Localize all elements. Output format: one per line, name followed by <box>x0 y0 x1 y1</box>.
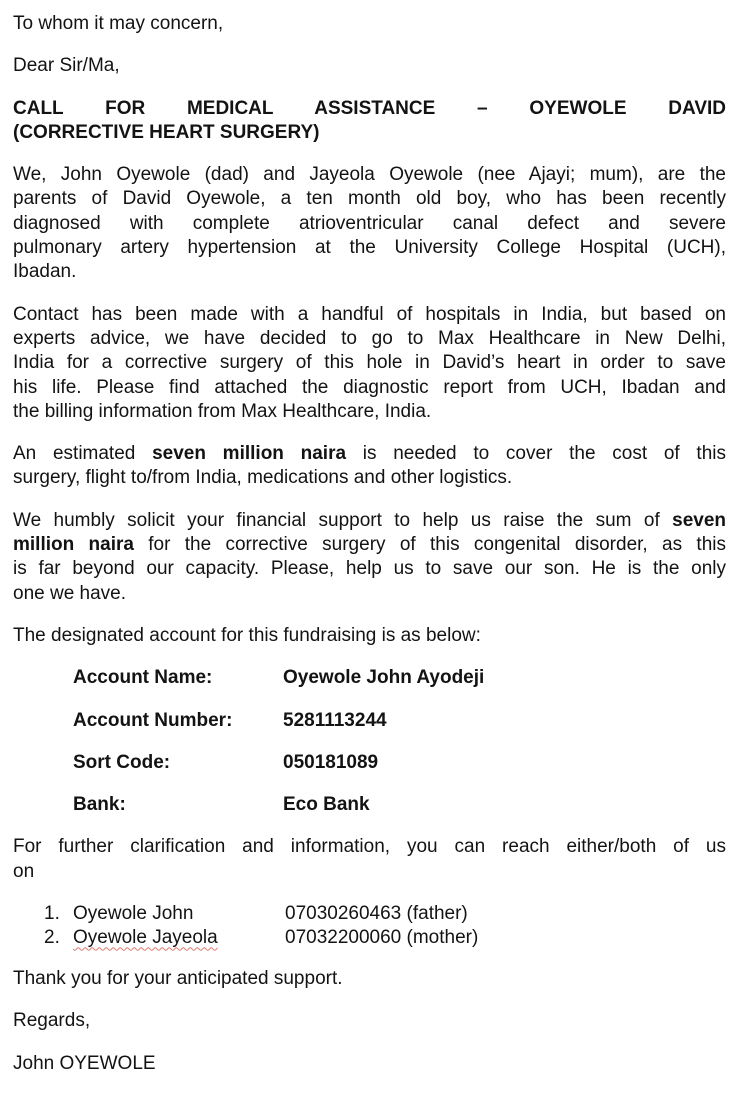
text-line <box>13 582 726 606</box>
text-segment: Ibadan. <box>13 261 77 283</box>
contact-phone: 07032200060 (mother) <box>285 926 479 948</box>
contact-phone: 07030260463 (father) <box>285 903 468 925</box>
text-line <box>13 163 726 187</box>
contact-name: Oyewole John <box>73 903 194 925</box>
salutation-to-whom: To whom it may concern, <box>13 13 224 34</box>
text-segment: For further clarification and information, you can reach either/both of us <box>13 836 726 858</box>
text-line <box>13 260 726 284</box>
sort-code-label: Sort Code: <box>73 751 171 773</box>
text-segment: one we have. <box>13 582 127 604</box>
paragraph-cost-estimate <box>13 442 726 491</box>
signature-name: John OYEWOLE <box>13 1052 156 1074</box>
text-segment: is far beyond our capacity. Please, help us to save our son. He is the only <box>13 558 726 580</box>
text-line <box>13 400 726 424</box>
bold-text-segment: seven million naira <box>152 443 347 465</box>
account-name-label: Account Name: <box>73 667 213 689</box>
text-segment: on <box>13 860 35 882</box>
text-segment: diagnosed with complete atrioventricular canal defect and severe <box>13 212 726 234</box>
text-segment: pulmonary artery hypertension at the University College Hospital (UCH), <box>13 237 726 259</box>
text-segment: surgery, flight to/from India, medications and other logistics. <box>13 467 513 489</box>
text-line <box>13 376 726 400</box>
bank-label: Bank: <box>73 794 126 816</box>
account-name-value: Oyewole John Ayodeji <box>283 667 485 689</box>
text-segment: his life. Please find attached the diagnostic report from UCH, Ibadan and <box>13 376 726 398</box>
text-line <box>13 236 726 260</box>
contact-name: Oyewole Jayeola <box>73 926 218 948</box>
text-line <box>13 187 726 211</box>
account-intro-line: The designated account for this fundraising is as below: <box>13 624 481 646</box>
text-segment: Contact has been made with a handful of hospitals in India, but based on <box>13 303 726 325</box>
text-line <box>13 303 726 327</box>
text-line <box>13 466 726 490</box>
text-line <box>13 860 726 884</box>
thanks-line: Thank you for your anticipated support. <box>13 968 343 990</box>
bold-text-segment: seven <box>672 509 726 531</box>
text-line <box>13 557 726 581</box>
text-segment: for the corrective surgery of this congenital disorder, as this <box>133 534 726 556</box>
bank-row <box>13 793 726 817</box>
closing-line: Regards, <box>13 1010 91 1032</box>
text-line <box>13 835 726 859</box>
bold-text-segment: million naira <box>13 534 134 556</box>
text-line <box>13 97 726 121</box>
text-segment: is needed to cover the cost of this <box>346 443 726 465</box>
paragraph-appeal <box>13 509 726 606</box>
text-segment: We, John Oyewole (dad) and Jayeola Oyewole (nee Ajayi; mum), are the <box>13 164 726 186</box>
account-name-row <box>13 666 726 690</box>
text-segment: (CORRECTIVE HEART SURGERY) <box>13 121 320 143</box>
paragraph-contact-intro <box>13 835 726 884</box>
text-segment: CALL FOR MEDICAL ASSISTANCE – OYEWOLE DAVID <box>13 97 726 119</box>
list-item-number: 1. <box>44 903 60 925</box>
text-segment: An estimated <box>13 443 153 465</box>
text-line <box>13 212 726 236</box>
bank-value: Eco Bank <box>283 794 370 816</box>
text-line <box>13 121 726 145</box>
account-number-label: Account Number: <box>73 709 233 731</box>
list-item-number: 2. <box>44 926 60 948</box>
text-line <box>13 533 726 557</box>
text-line <box>13 327 726 351</box>
salutation-dear-sir: Dear Sir/Ma, <box>13 55 120 77</box>
contact-row-father <box>13 902 726 926</box>
text-segment: experts advice, we have decided to go to Max Healthcare in New Delhi, <box>13 327 726 349</box>
text-segment: India for a corrective surgery of this hole in David’s heart in order to save <box>13 352 726 374</box>
account-number-row <box>13 709 726 733</box>
text-line <box>13 351 726 375</box>
sort-code-row <box>13 751 726 775</box>
text-line <box>13 509 726 533</box>
paragraph-introduction <box>13 163 726 284</box>
contact-list <box>13 902 726 949</box>
account-number-value: 5281113244 <box>283 709 387 731</box>
sort-code-value: 050181089 <box>283 751 379 773</box>
contact-row-mother <box>13 926 726 950</box>
paragraph-hospital-choice <box>13 303 726 424</box>
text-line <box>13 442 726 466</box>
text-segment: the billing information from Max Healthcare, India. <box>13 400 432 422</box>
letter-subject-heading <box>13 97 726 146</box>
text-segment: parents of David Oyewole, a ten month old boy, who has been recently <box>13 188 726 210</box>
text-segment: We humbly solicit your financial support to help us raise the sum of <box>13 509 673 531</box>
